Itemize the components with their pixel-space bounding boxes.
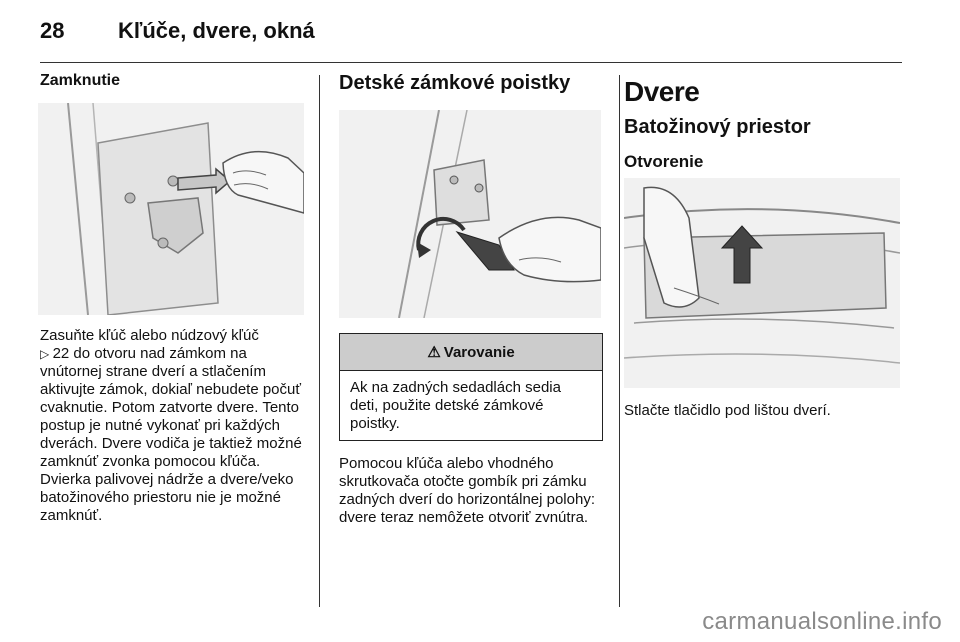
warning-title: Varovanie (443, 343, 515, 361)
trunk-opening-text: Stlačte tlačidlo pod lištou dverí. (624, 402, 831, 419)
locking-text (40, 327, 308, 525)
watermark: carmanualsonline.info (702, 608, 942, 635)
child-lock-heading: Detské zámkové poistky (339, 72, 571, 94)
header-rule (40, 62, 902, 63)
page-header (40, 18, 900, 58)
chapter-title: Kľúče, dvere, okná (118, 18, 315, 43)
warning-header (340, 334, 602, 371)
column-divider-2 (619, 75, 620, 607)
trunk-heading: Batožinový priestor (624, 116, 811, 138)
child-lock-section (339, 72, 604, 95)
locking-section (40, 72, 308, 90)
locking-text-intro: Zasuňte kľúč alebo núdzový kľúč (40, 327, 259, 344)
doors-heading: Dvere (624, 76, 700, 107)
warning-box (339, 333, 603, 441)
opening-heading: Otvorenie (624, 152, 704, 171)
door-lock-illustration (38, 103, 304, 315)
column-divider-1 (319, 75, 320, 607)
page-number: 28 (40, 18, 65, 43)
child-lock-illustration (339, 110, 601, 318)
trunk-opening-illustration (624, 178, 900, 388)
child-lock-text: Pomocou kľúča alebo vhodného skrutkovača otočte gombík pri zámku zadných dverí do horizontálnej polohy: dvere teraz nemôžete otvoriť zvnútra. (339, 455, 595, 526)
locking-text-body: 22 do otvoru nad zámkom na vnútornej strane dverí a stlačením aktivujte zámok, dokiaľ nebudete počuť cvaknutie. Potom zatvorte dvere. Tento postup je nutné vykonať pri každých dverách. Dvere vodiča je taktiež možné zamknúť zvonka pomocou kľúča. Dvierka palivovej nádrže a dvere/veko batožinového priestoru nie je možné zamknúť. (40, 345, 302, 524)
triangle-reference-icon: ▷ (40, 347, 53, 361)
warning-text: Ak na zadných sedadlách sedia deti, použite detské zámkové poistky. (350, 379, 561, 432)
warning-triangle-icon: ⚠ (427, 344, 441, 361)
locking-heading: Zamknutie (40, 72, 121, 89)
doors-section (624, 76, 904, 108)
